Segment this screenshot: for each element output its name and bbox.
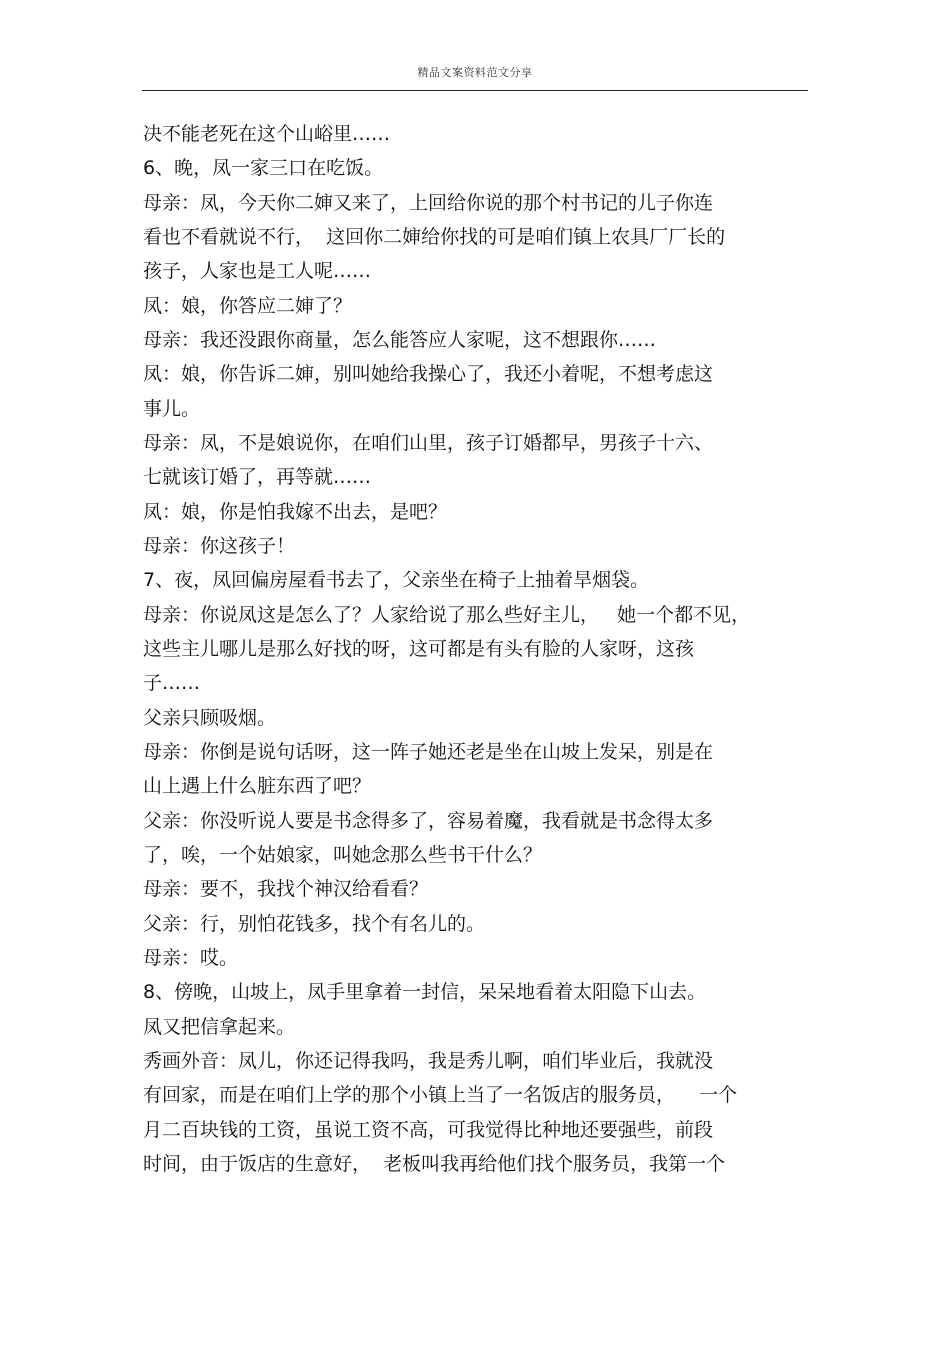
page-header: 精品文案资料范文分享 (417, 66, 533, 79)
text-line: 了，唉，一个姑娘家，叫她念那么些书干什么？ (143, 843, 543, 866)
document-body (143, 117, 809, 1181)
text-line: 秀画外音：凤儿，你还记得我吗，我是秀儿啊，咱们毕业后，我就没 (143, 1049, 714, 1072)
text-line: 这些主儿哪儿是那么好找的呀，这可都是有头有脸的人家呀，这孩 (143, 637, 695, 660)
text-line: 子…… (143, 672, 201, 695)
text-line: 时间，由于饭店的生意好， 老板叫我再给他们找个服务员，我第一个 (143, 1152, 726, 1175)
text-line: 母亲：你这孩子！ (143, 534, 296, 557)
text-line: 父亲只顾吸烟。 (143, 706, 277, 729)
text-line: 七就该订婚了，再等就…… (143, 466, 372, 489)
text-line: 8、傍晚，山坡上，凤手里拿着一封信，呆呆地看着太阳隐下山去。 (143, 981, 707, 1004)
text-line: 月二百块钱的工资，虽说工资不高，可我觉得比种地还要强些，前段 (143, 1118, 714, 1141)
text-line: 父亲：行，别怕花钱多，找个有名儿的。 (143, 912, 486, 935)
text-line: 父亲：你没听说人要是书念得多了，容易着魔，我看就是书念得太多 (143, 809, 714, 832)
text-line: 山上遇上什么脏东西了吧？ (143, 775, 372, 798)
text-line: 母亲：你说凤这是怎么了？人家给说了那么些好主儿， 她一个都不见， (143, 603, 751, 626)
text-line: 母亲：你倒是说句话呀，这一阵子她还老是坐在山坡上发呆，别是在 (143, 740, 714, 763)
text-line: 母亲：我还没跟你商量，怎么能答应人家呢，这不想跟你…… (143, 328, 657, 351)
text-line: 凤：娘，你答应二婶了？ (143, 294, 353, 317)
text-line: 决不能老死在这个山峪里…… (143, 123, 391, 145)
text-line: 6、晚，凤一家三口在吃饭。 (143, 157, 384, 180)
header-divider (142, 90, 808, 91)
text-line: 事儿。 (143, 397, 201, 420)
text-line: 孩子，人家也是工人呢…… (143, 260, 372, 283)
text-line: 母亲：哎。 (143, 946, 239, 969)
text-line: 凤：娘，你告诉二婶，别叫她给我操心了，我还小着呢，不想考虑这 (143, 363, 714, 386)
text-line: 有回家，而是在咱们上学的那个小镇上当了一名饭店的服务员， 一个 (143, 1084, 738, 1107)
text-line: 凤又把信拿起来。 (143, 1015, 296, 1038)
text-line: 凤：娘，你是怕我嫁不出去，是吧？ (143, 500, 448, 523)
text-line: 母亲：要不，我找个神汉给看看？ (143, 878, 429, 901)
text-line: 母亲：凤，今天你二婶又来了，上回给你说的那个村书记的儿子你连 (143, 191, 714, 214)
text-line: 7、夜，凤回偏房屋看书去了，父亲坐在椅子上抽着旱烟袋。 (143, 569, 650, 592)
text-line: 看也不看就说不行， 这回你二婶给你找的可是咱们镇上农具厂厂长的 (143, 225, 726, 248)
text-line: 母亲：凤，不是娘说你，在咱们山里，孩子订婚都早，男孩子十六、 (143, 431, 714, 454)
